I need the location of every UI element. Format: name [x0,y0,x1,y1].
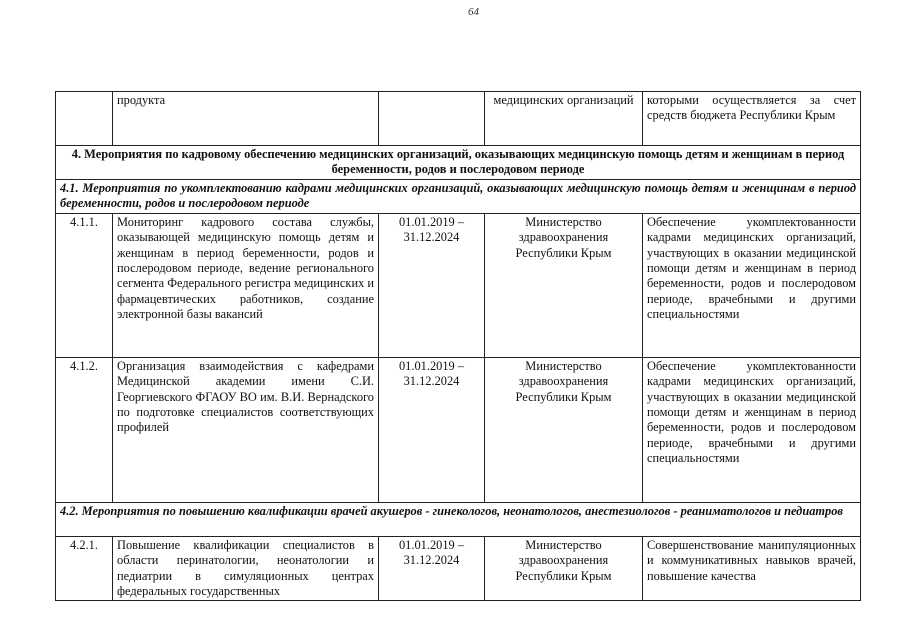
subsection-header-row [56,502,861,536]
subsection-4-1-title: 4.1. Мероприятия по укомплектованию кадрами медицинских организаций, оказывающих медицинскую помощь детям и женщинам в период беременности, родов и послеродовом периоде [56,180,861,214]
table-row-top [56,92,861,146]
subsection-4-2-title: 4.2. Мероприятия по повышению квалификации врачей акушеров - гинекологов, неонатологов, анестезиологов - реаниматологов и педиатров [56,502,861,536]
subsection-header-row [56,180,861,214]
table-row [56,357,861,502]
cell-date: 01.01.2019 – 31.12.2024 [379,536,485,601]
section-header-row [56,146,861,180]
table-row [56,536,861,601]
section-4-title: 4. Мероприятия по кадровому обеспечению медицинских организаций, оказывающих медицинскую помощь детям и женщинам в период беременности, родов и послеродовом периоде [56,146,861,180]
cell-result: Совершенствование манипуляционных и коммуникативных навыков врачей, повышение качества [643,536,861,601]
cell-num: 4.1.2. [56,357,113,502]
cell-date: 01.01.2019 – 31.12.2024 [379,357,485,502]
cell-executor: Министерство здравоохранения Республики Крым [485,536,643,601]
cell-result: Обеспечение укомплектованности кадрами медицинских организаций, участвующих в оказании медицинской помощи детям и женщинам в период беременности, родов и послеродовом периоде, врачебными и другими специальностями [643,357,861,502]
page-number: 64 [468,6,479,18]
cell-activity: Мониторинг кадрового состава службы, оказывающей медицинскую помощь детям и женщинам в период беременности, родов и послеродовом периоде, ведение регионального сегмента Федерального регистра медицинских и фармацевтических работников, создание электронной базы вакансий [113,213,379,357]
cell-result: которыми осуществляется за счет средств бюджета Республики Крым [643,92,861,146]
activities-table [55,91,861,601]
cell-executor: Министерство здравоохранения Республики Крым [485,357,643,502]
cell-executor: медицинских организаций [485,92,643,146]
cell-activity: Организация взаимодействия с кафедрами Медицинской академии имени С.И. Георгиевского ФГАОУ ВО им. В.И. Вернадского по подготовке специалистов соответствующих профилей [113,357,379,502]
cell-date [379,92,485,146]
cell-num [56,92,113,146]
table-row [56,213,861,357]
cell-result: Обеспечение укомплектованности кадрами медицинских организаций, участвующих в оказании медицинской помощи детям и женщинам в период беременности, родов и послеродовом периоде, врачебными и другими специальностями [643,213,861,357]
cell-activity: продукта [113,92,379,146]
cell-num: 4.2.1. [56,536,113,601]
cell-date: 01.01.2019 – 31.12.2024 [379,213,485,357]
cell-executor: Министерство здравоохранения Республики Крым [485,213,643,357]
cell-activity: Повышение квалификации специалистов в области перинатологии, неонатологии и педиатрии в симуляционных центрах федеральных государственных [113,536,379,601]
cell-num: 4.1.1. [56,213,113,357]
